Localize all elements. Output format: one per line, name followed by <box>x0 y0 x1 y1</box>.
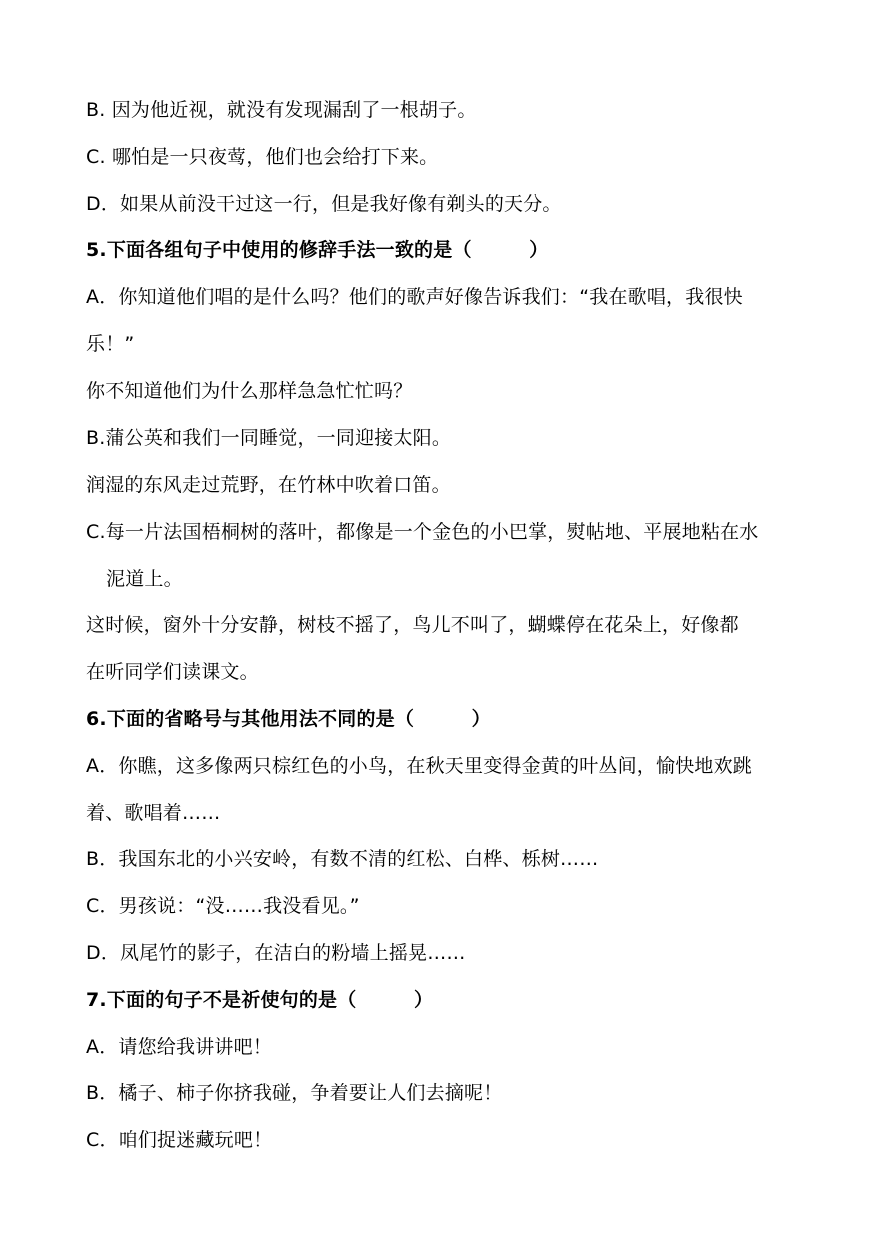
q5-option-c-line-2: 泥道上。 <box>106 568 183 590</box>
q6-option-c-line: C．男孩说：“没……我没看见。” <box>86 895 360 917</box>
q5-option-c-line-4: 在听同学们读课文。 <box>86 661 259 683</box>
q5-option-a-line-1: A．你知道他们唱的是什么吗？他们的歌声好像告诉我们：“我在歌唱，我很快 <box>86 286 743 308</box>
q5-option-a-line-3: 你不知道他们为什么那样急急忙忙吗？ <box>86 380 413 402</box>
question-6-title: 6.下面的省略号与其他用法不同的是（ ） <box>86 708 491 730</box>
q5-option-b-line-1: B.蒲公英和我们一同睡觉，一同迎接太阳。 <box>86 427 452 449</box>
q6-option-a-line-2: 着、歌唱着…… <box>86 802 221 824</box>
option-c-line: C. 哪怕是一只夜莺，他们也会给打下来。 <box>86 146 439 168</box>
q5-option-c-line-3: 这时候，窗外十分安静，树枝不摇了，鸟儿不叫了，蝴蝶停在花朵上，好像都 <box>86 614 739 636</box>
q6-option-d-line: D．凤尾竹的影子，在洁白的粉墙上摇晃…… <box>86 942 466 964</box>
q5-option-c-line-1: C.每一片法国梧桐树的落叶，都像是一个金色的小巴掌，熨帖地、平展地粘在水 <box>86 521 759 543</box>
option-d-line: D．如果从前没干过这一行，但是我好像有剃头的天分。 <box>86 193 562 215</box>
question-7-title: 7.下面的句子不是祈使句的是（ ） <box>86 989 434 1011</box>
q7-option-b-line: B．橘子、柿子你挤我碰，争着要让人们去摘呢！ <box>86 1082 503 1104</box>
q5-option-a-line-2: 乐！” <box>86 333 135 355</box>
q6-option-b-line: B．我国东北的小兴安岭，有数不清的红松、白桦、栎树…… <box>86 848 599 870</box>
q6-option-a-line-1: A．你瞧，这多像两只棕红色的小鸟，在秋天里变得金黄的叶丛间，愉快地欢跳 <box>86 755 752 777</box>
q5-option-b-line-2: 润湿的东风走过荒野，在竹林中吹着口笛。 <box>86 474 451 496</box>
q7-option-c-line: C．咱们捉迷藏玩吧！ <box>86 1129 273 1151</box>
q7-option-a-line: A．请您给我讲讲吧！ <box>86 1036 272 1058</box>
option-b-line: B. 因为他近视，就没有发现漏刮了一根胡子。 <box>86 99 477 121</box>
question-5-title: 5.下面各组句子中使用的修辞手法一致的是（ ） <box>86 239 549 261</box>
